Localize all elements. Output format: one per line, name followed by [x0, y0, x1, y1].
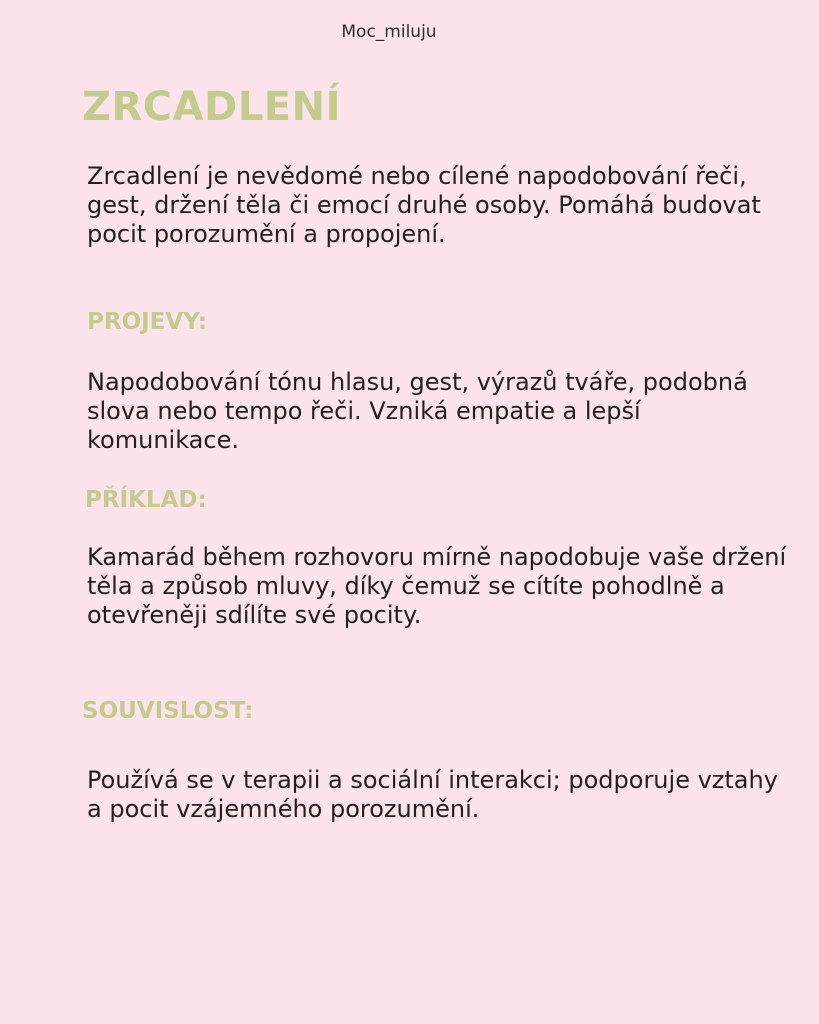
- section-heading-souvislost: SOUVISLOST:: [82, 698, 254, 724]
- section-heading-priklad: PŘÍKLAD:: [85, 487, 207, 513]
- page-title: ZRCADLENÍ: [82, 84, 341, 130]
- section-text-souvislost: Používá se v terapii a sociální interakci; podporuje vztahy a pocit vzájemného porozumění.: [87, 766, 778, 823]
- section-text-priklad: Kamarád během rozhovoru mírně napodobuje vaše držení těla a způsob mluvy, díky čemuž se cítíte pohodlně a otevřeněji sdílíte své pocity.: [87, 543, 787, 629]
- section-text-projevy: Napodobování tónu hlasu, gest, výrazů tváře, podobná slova nebo tempo řeči. Vzniká empatie a lepší komunikace.: [87, 368, 748, 454]
- account-handle: Moc_miluju: [341, 22, 437, 42]
- intro-paragraph: Zrcadlení je nevědomé nebo cílené napodobování řeči, gest, držení těla či emocí druhé osoby. Pomáhá budovat pocit porozumění a propojení.: [87, 162, 761, 248]
- section-heading-projevy: PROJEVY:: [87, 309, 208, 335]
